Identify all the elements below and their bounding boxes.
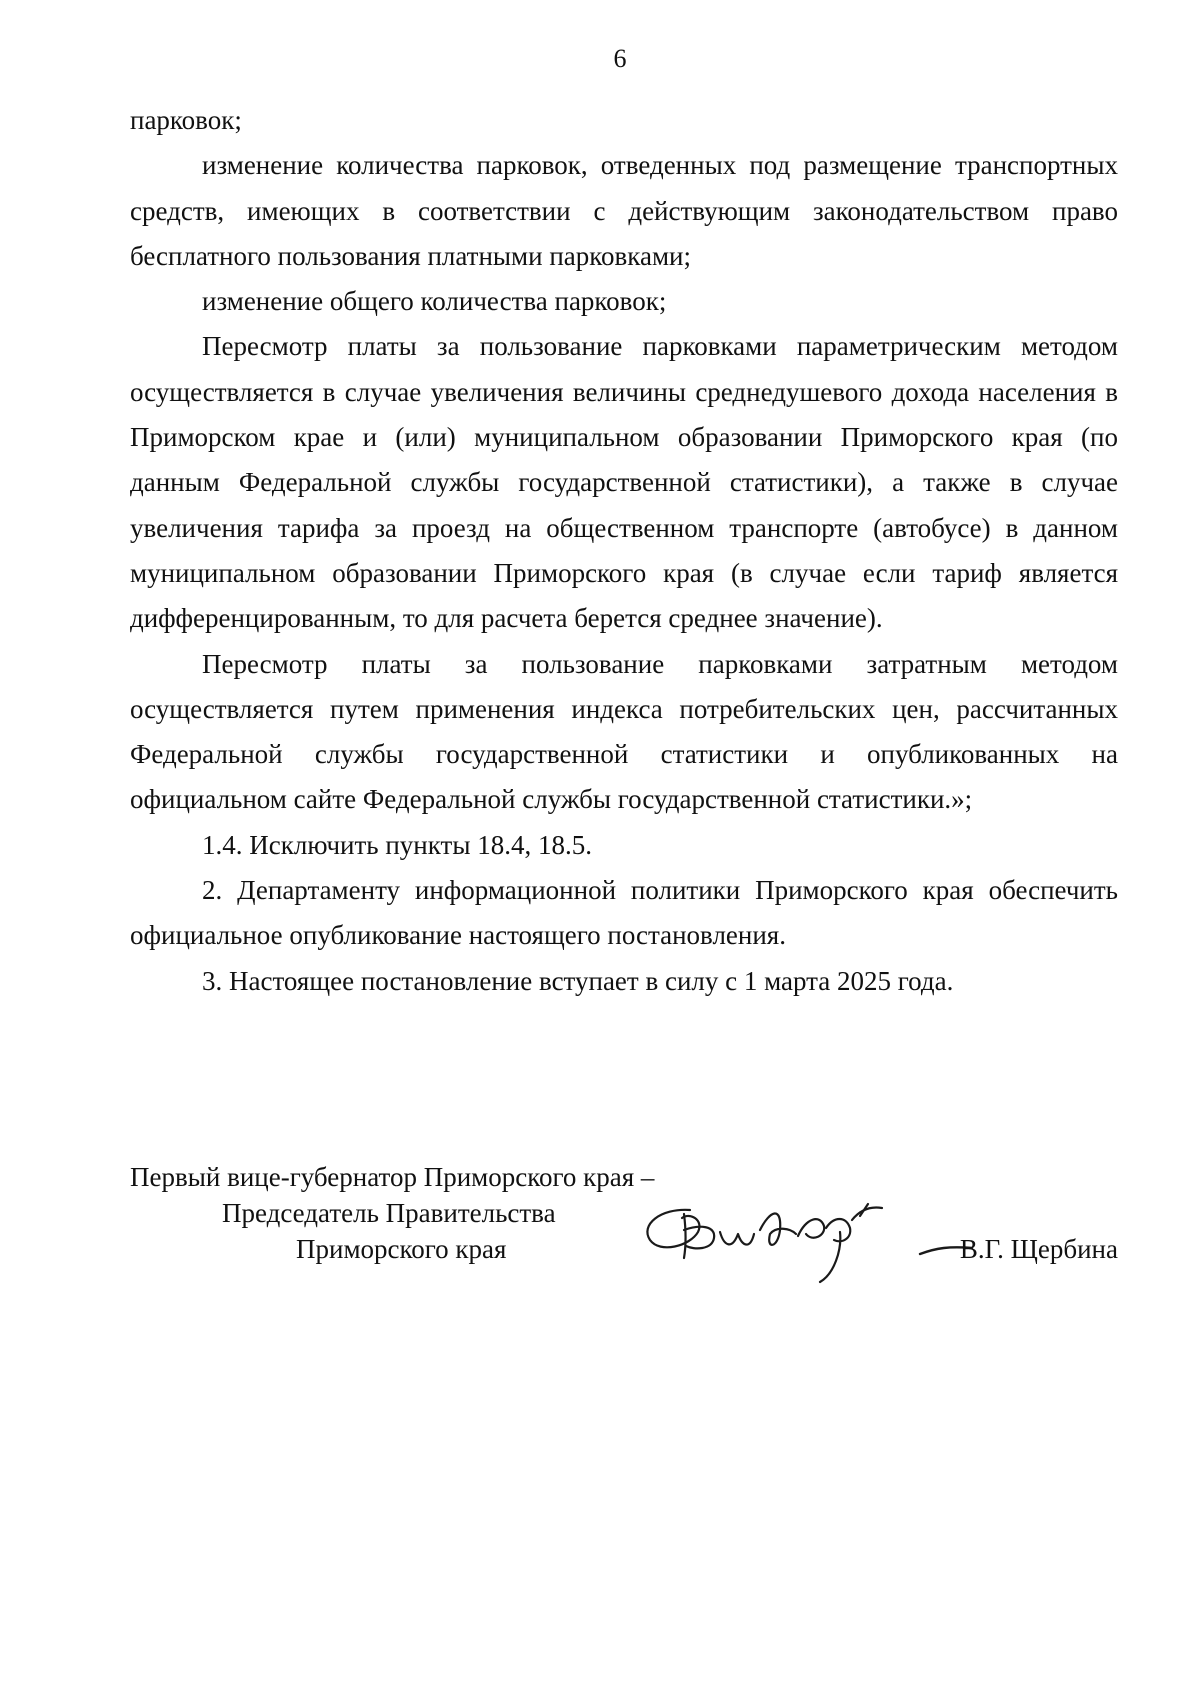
signatory-title-line-3: Приморского края	[296, 1234, 507, 1264]
paragraph-item-2: 2. Департаменту информационной политики Приморского края обеспечить официальное опубликование настоящего постановления.	[130, 875, 1118, 951]
signatory-title-line-1: Первый вице-губернатор Приморского края –	[130, 1162, 655, 1192]
paragraph-item-1-4: 1.4. Исключить пункты 18.4, 18.5.	[202, 829, 592, 860]
paragraph-total-parking-change: изменение общего количества парковок;	[202, 286, 667, 317]
paragraph-parametric-method: Пересмотр платы за пользование парковками параметрическим методом осуществляется в случае увеличения величины среднедушевого дохода населения в Приморском крае и (или) муниципальном образовании Приморского края (по данным Федеральной службы государственной статистики), а также в случае увеличения тарифа за проезд на общественном транспорте (автобусе) в данном муниципальном образовании Приморского края (в случае если тариф является дифференцированным, то для расчета берется среднее значение).	[130, 331, 1118, 634]
signature-block	[130, 1160, 1118, 1290]
paragraph-continuation: парковок;	[130, 105, 242, 135]
paragraph-cost-method: Пересмотр платы за пользование парковками затратным методом осуществляется путем применения индекса потребительских цен, рассчитанных Федеральной службы государственной статистики и опубликованных на официальном сайте Федеральной службы государственной статистики.»;	[130, 648, 1118, 815]
paragraph-free-parking-change: изменение количества парковок, отведенных под размещение транспортных средств, имеющих в соответствии с действующим законодательством право бесплатного пользования платными парковками;	[130, 150, 1118, 271]
page-number: 6	[613, 44, 627, 73]
document-body	[130, 98, 1118, 1004]
handwritten-signature	[620, 1170, 980, 1290]
signatory-name: В.Г. Щербина	[959, 1234, 1118, 1264]
paragraph-item-3: 3. Настоящее постановление вступает в силу с 1 марта 2025 года.	[202, 965, 954, 996]
signatory-title-line-2: Председатель Правительства	[222, 1198, 556, 1228]
